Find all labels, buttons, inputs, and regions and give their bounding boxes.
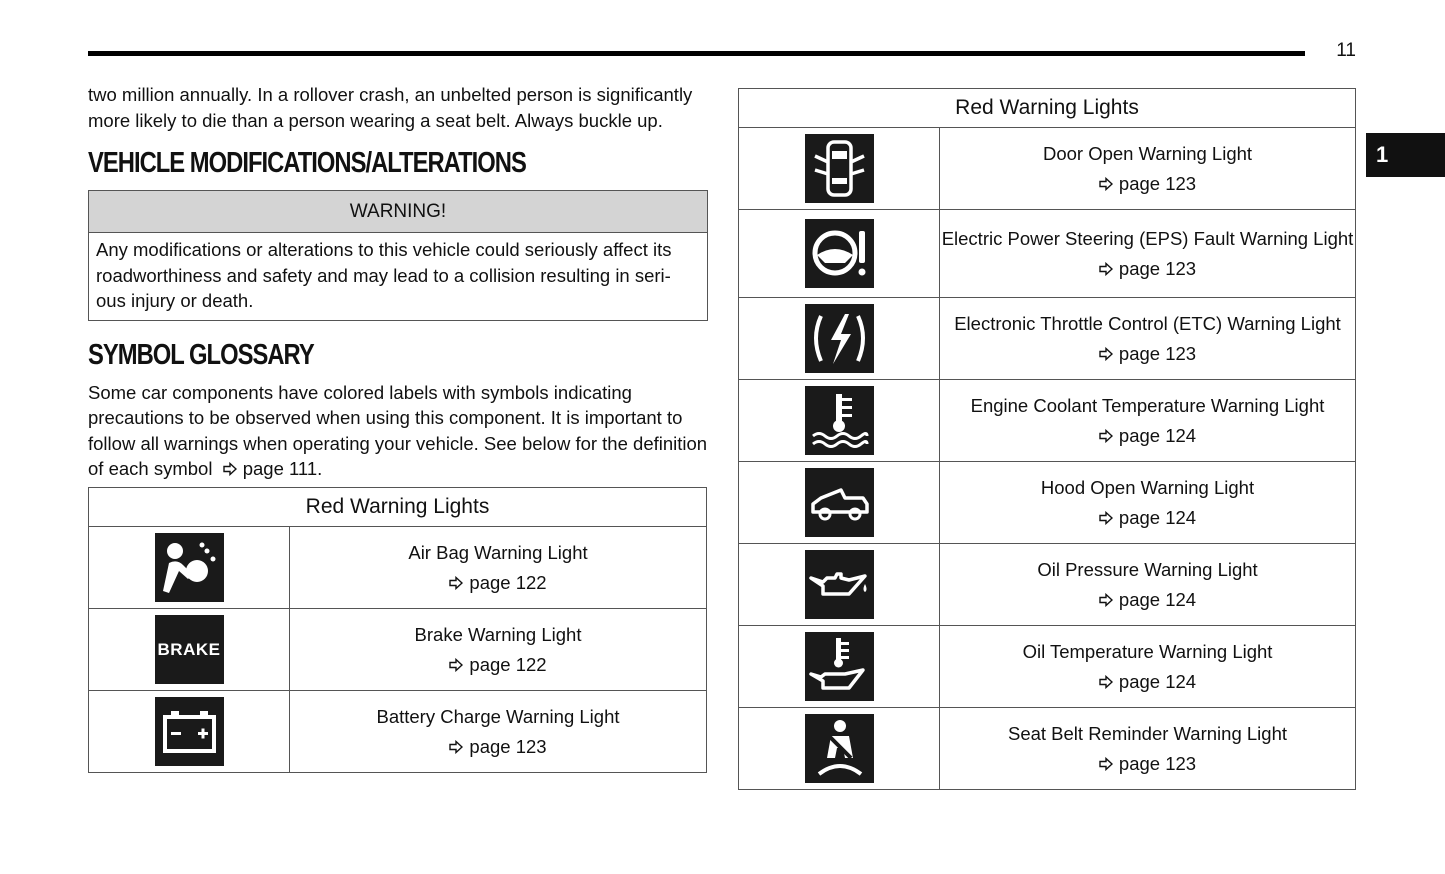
arrow-right-icon [1099,757,1113,771]
page-ref[interactable] [940,505,1355,530]
brake-icon-label: BRAKE [157,640,221,659]
glossary-text: Some car components have colored labels with symbols indicating precautions to be observed when using this component. It is important to follow all warnings when operating your vehicle. See below for the definition of each symbol [88,381,708,479]
light-name: Oil Temperature Warning Light [1022,641,1273,662]
arrow-right-icon [449,576,463,590]
page-ref[interactable] [940,669,1355,694]
table-row [739,210,1356,298]
chapter-tab[interactable]: 1 [1366,133,1445,177]
page-ref[interactable] [290,734,706,759]
page-ref[interactable] [940,751,1355,776]
arrow-right-icon [1099,593,1113,607]
table-row [739,626,1356,708]
table-row [739,128,1356,210]
table-row [739,298,1356,380]
arrow-right-icon [449,658,463,672]
page-ref[interactable] [290,652,706,677]
light-description [290,609,707,691]
light-name: Seat Belt Reminder Warning Light [1007,723,1287,744]
page-ref-text: page 124 [1118,507,1197,528]
table-row [739,380,1356,462]
airbag-icon [155,533,224,602]
glossary-end: . [317,458,323,479]
table-row [739,544,1356,626]
light-description [940,462,1356,544]
page-ref-text: page 124 [1118,671,1197,692]
page-ref-text: page 123 [1118,753,1197,774]
light-description [940,298,1356,380]
page-ref-text: page 124 [1118,425,1197,446]
intro-paragraph: two million annually. In a rollover crash, an unbelted person is significantly more likely to die than a person wearing a seat belt. Always buckle up. [88,84,693,131]
oil-pressure-icon [805,550,874,619]
light-name: Brake Warning Light [414,624,582,645]
page-ref-text: page 122 [469,572,547,593]
warning-lights-table-left [88,487,707,773]
arrow-right-icon [1099,675,1113,689]
seat-belt-icon [805,714,874,783]
light-description [940,210,1356,298]
page-ref-text: page 122 [469,654,547,675]
warning-text: Any modifications or alterations to this vehicle could seriously affect its roadworthiness and safety and may lead to a collision resulting in seri-ous injury or death. [96,239,672,311]
page-ref[interactable] [940,171,1355,196]
door-open-icon [805,134,874,203]
table-row [89,527,707,609]
brake-icon [155,615,224,684]
left-column [88,82,708,482]
light-name: Engine Coolant Temperature Warning Light [970,395,1325,416]
page-ref[interactable] [940,587,1355,612]
arrow-right-icon [1099,511,1113,525]
page-ref[interactable] [290,570,706,595]
light-description [940,544,1356,626]
light-description [940,380,1356,462]
steering-fault-icon [805,219,874,288]
hood-open-icon [805,468,874,537]
throttle-control-icon [805,304,874,373]
light-name: Door Open Warning Light [1042,143,1253,164]
header-rule [88,51,1305,56]
table-row [89,691,707,773]
page-ref[interactable] [940,256,1355,281]
light-description [290,527,707,609]
warning-title: WARNING! [89,191,707,233]
warning-lights-table-right [738,88,1356,790]
section-title-glossary: SYMBOL GLOSSARY [88,338,314,371]
arrow-right-icon [1099,262,1113,276]
page-ref-text: page 123 [1118,343,1197,364]
table-row [739,462,1356,544]
arrow-right-icon [1099,347,1113,361]
light-description [940,626,1356,708]
light-name: Electronic Throttle Control (ETC) Warning Light [954,313,1341,334]
oil-temperature-icon [805,632,874,701]
page-ref[interactable] [940,341,1355,366]
arrow-right-icon [1099,177,1113,191]
arrow-right-icon [449,740,463,754]
table-header: Red Warning Lights [89,488,707,527]
page-ref-text: page 123 [1118,173,1197,194]
table-row [89,609,707,691]
table-row [739,708,1356,790]
arrow-right-icon [223,462,237,476]
warning-box [88,190,708,321]
arrow-right-icon [1099,429,1113,443]
glossary-paragraph [88,380,708,482]
light-name: Battery Charge Warning Light [376,706,620,727]
page-ref-text: page 123 [469,736,547,757]
glossary-link[interactable] [223,458,317,479]
light-name: Air Bag Warning Light [408,542,588,563]
page-ref[interactable] [940,423,1355,448]
page-ref-text: page 124 [1118,589,1197,610]
page-number: 11 [1336,40,1356,61]
light-name: Hood Open Warning Light [1040,477,1255,498]
section-title-modifications: VEHICLE MODIFICATIONS/ALTERATIONS [88,147,526,179]
coolant-temperature-icon [805,386,874,455]
light-description [940,128,1356,210]
glossary-ref: page 111 [242,458,318,479]
page-ref-text: page 123 [1118,258,1197,279]
battery-icon [155,697,224,766]
light-description [290,691,707,773]
table-header: Red Warning Lights [739,89,1356,128]
light-name: Electric Power Steering (EPS) Fault Warning Light [941,228,1354,249]
light-description [940,708,1356,790]
light-name: Oil Pressure Warning Light [1037,559,1258,580]
